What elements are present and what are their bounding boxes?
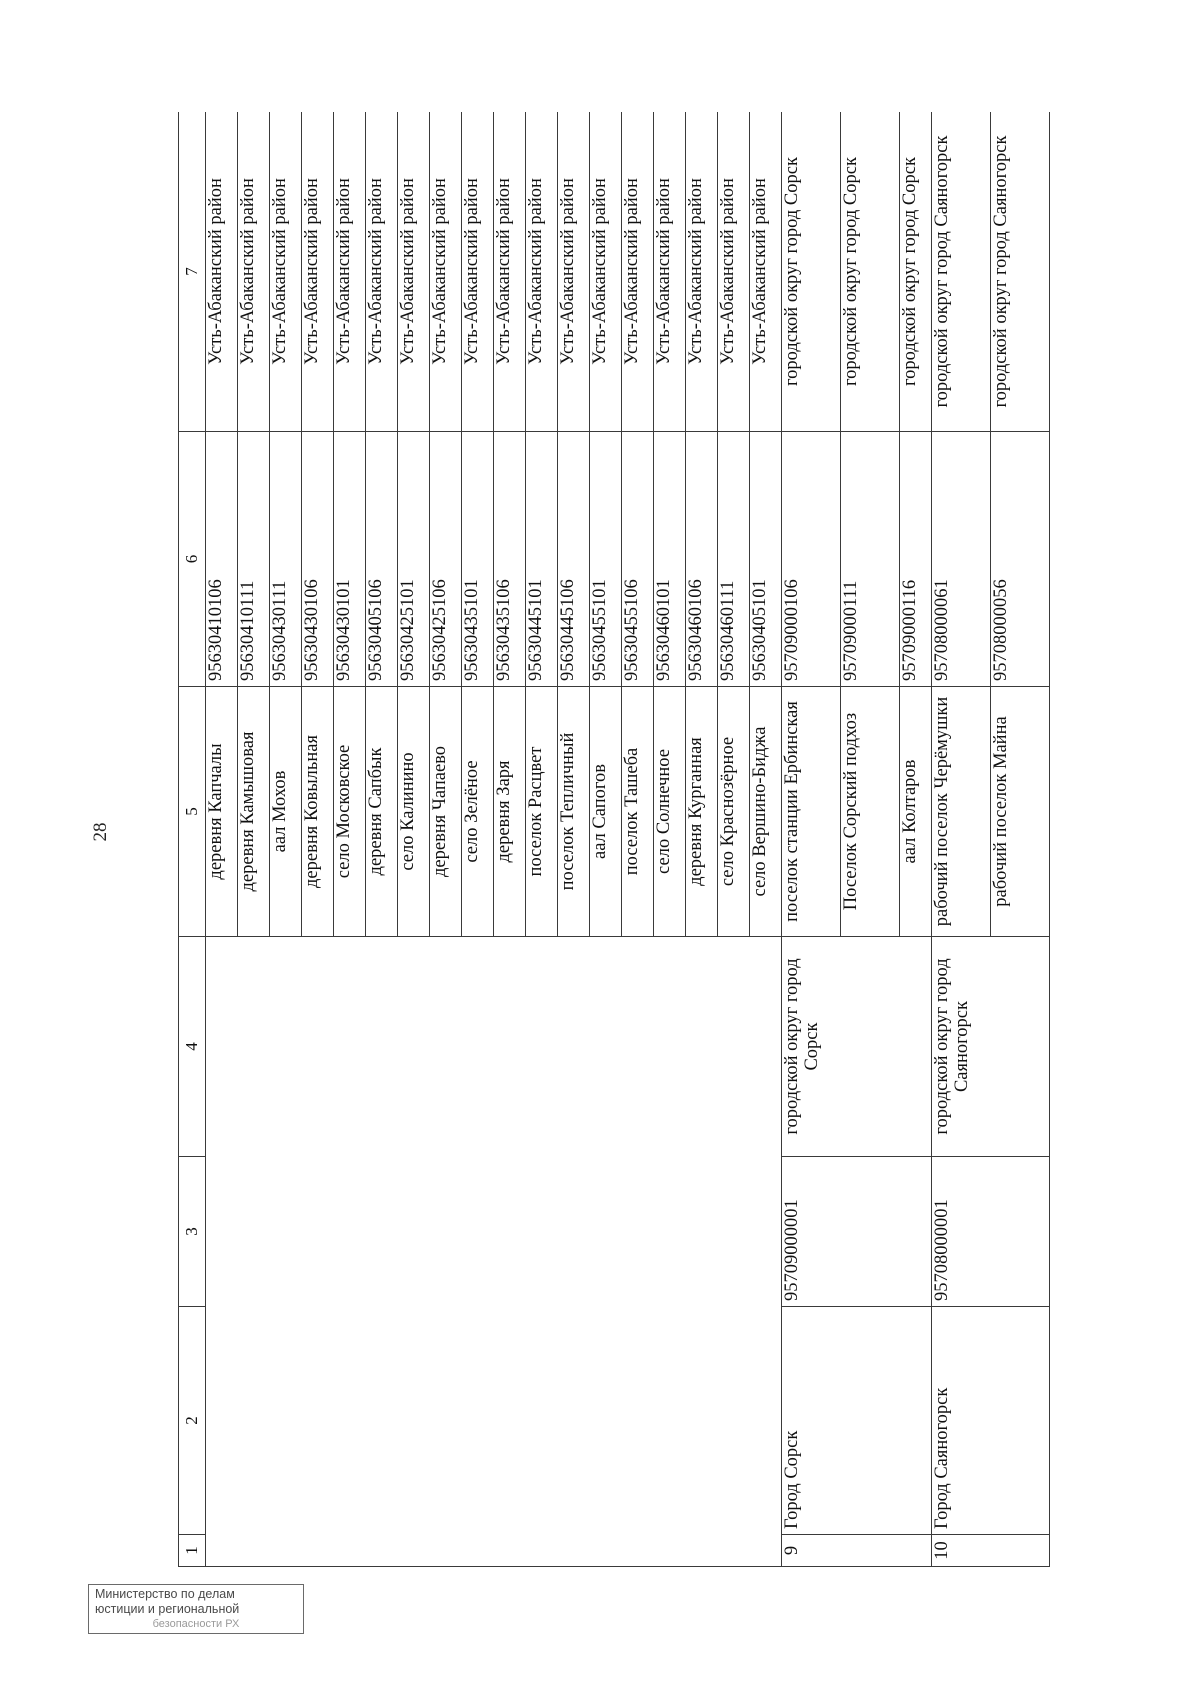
oktmo-code-cell: 95708000061 xyxy=(932,432,991,687)
municipality-code-cell: 95709000001 xyxy=(782,1157,932,1307)
oktmo-code-cell: 95709000111 xyxy=(841,432,900,687)
settlement-cell: Поселок Сорский подхоз xyxy=(841,687,900,937)
oktmo-code-cell: 95630430101 xyxy=(334,432,366,687)
page-number: 28 xyxy=(90,822,111,842)
column-number-row xyxy=(179,112,206,1567)
settlement-cell: деревня Заря xyxy=(494,687,526,937)
settlement-cell: поселок станции Ербинская xyxy=(782,687,841,937)
settlement-cell: село Московское xyxy=(334,687,366,937)
settlement-cell: рабочий поселок Черёмушки xyxy=(932,687,991,937)
district-cell: Усть-Абаканский район xyxy=(654,112,686,432)
settlement-cell: село Солнечное xyxy=(654,687,686,937)
settlement-cell: село Вершино-Биджа xyxy=(750,687,782,937)
municipality-code-cell: 95708000001 xyxy=(932,1157,1050,1307)
settlement-cell: поселок Ташеба xyxy=(622,687,654,937)
row-number-cell: 9 xyxy=(782,1535,932,1567)
settlement-cell: село Краснозёрное xyxy=(718,687,750,937)
settlement-cell: аал Сапогов xyxy=(590,687,622,937)
oktmo-code-cell: 95630435101 xyxy=(462,432,494,687)
district-cell: Усть-Абаканский район xyxy=(494,112,526,432)
settlements-table xyxy=(178,112,1050,1567)
oktmo-code-cell: 95630455101 xyxy=(590,432,622,687)
district-cell: Усть-Абаканский район xyxy=(718,112,750,432)
oktmo-code-cell: 95708000056 xyxy=(991,432,1050,687)
oktmo-code-cell: 95630405101 xyxy=(750,432,782,687)
okrug-cell: городской округ город Сорск xyxy=(782,937,932,1157)
table-frame xyxy=(178,112,1090,1567)
district-cell: Усть-Абаканский район xyxy=(750,112,782,432)
ministry-stamp xyxy=(88,1584,304,1634)
settlement-cell: рабочий поселок Майна xyxy=(991,687,1050,937)
district-cell: Усть-Абаканский район xyxy=(590,112,622,432)
settlement-cell: деревня Капчалы xyxy=(206,687,238,937)
oktmo-code-cell: 95630430111 xyxy=(270,432,302,687)
district-cell: Усть-Абаканский район xyxy=(558,112,590,432)
stamp-line: безопасности РХ xyxy=(152,1618,240,1630)
municipality-name-cell: Город Саяногорск xyxy=(932,1307,1050,1535)
district-cell: Усть-Абаканский район xyxy=(302,112,334,432)
district-cell: Усть-Абаканский район xyxy=(270,112,302,432)
district-cell: Усть-Абаканский район xyxy=(622,112,654,432)
district-cell: Усть-Абаканский район xyxy=(366,112,398,432)
oktmo-code-cell: 95630460101 xyxy=(654,432,686,687)
oktmo-code-cell: 95630460106 xyxy=(686,432,718,687)
district-cell: Усть-Абаканский район xyxy=(334,112,366,432)
oktmo-code-cell: 95630425106 xyxy=(430,432,462,687)
column-number: 1 xyxy=(179,1535,206,1567)
column-number: 4 xyxy=(179,937,206,1157)
stamp-line: юстиции и региональной xyxy=(95,1602,240,1616)
table-row xyxy=(782,112,841,1567)
district-cell: Усть-Абаканский район xyxy=(430,112,462,432)
settlement-cell: деревня Сапбык xyxy=(366,687,398,937)
oktmo-code-cell: 95630430106 xyxy=(302,432,334,687)
settlement-cell: поселок Тепличный xyxy=(558,687,590,937)
district-cell: городской округ город Саяногорск xyxy=(932,112,991,432)
stamp-line: Министерство по делам xyxy=(95,1587,235,1601)
district-cell: Усть-Абаканский район xyxy=(462,112,494,432)
settlement-cell: аал Колтаров xyxy=(900,687,932,937)
rotated-table-wrapper xyxy=(178,112,1090,1567)
row-number-cell: 10 xyxy=(932,1535,1050,1567)
okrug-cell: городской округ город Саяногорск xyxy=(932,937,1050,1157)
district-cell: Усть-Абаканский район xyxy=(398,112,430,432)
column-number: 5 xyxy=(179,687,206,937)
oktmo-code-cell: 95630445101 xyxy=(526,432,558,687)
settlement-cell: село Зелёное xyxy=(462,687,494,937)
oktmo-code-cell: 95709000116 xyxy=(900,432,932,687)
district-cell: городской округ город Сорск xyxy=(782,112,841,432)
municipality-name-cell: Город Сорск xyxy=(782,1307,932,1535)
settlement-cell: деревня Чапаево xyxy=(430,687,462,937)
settlement-cell: деревня Курганная xyxy=(686,687,718,937)
district-cell: городской округ город Саяногорск xyxy=(991,112,1050,432)
settlement-cell: аал Мохов xyxy=(270,687,302,937)
oktmo-code-cell: 95630410106 xyxy=(206,432,238,687)
oktmo-code-cell: 95630425101 xyxy=(398,432,430,687)
oktmo-code-cell: 95630410111 xyxy=(238,432,270,687)
district-cell: городской округ город Сорск xyxy=(841,112,900,432)
column-number: 6 xyxy=(179,432,206,687)
continued-group-cells xyxy=(206,937,782,1567)
district-cell: Усть-Абаканский район xyxy=(238,112,270,432)
settlement-cell: деревня Камышовая xyxy=(238,687,270,937)
district-cell: Усть-Абаканский район xyxy=(686,112,718,432)
table-row xyxy=(206,112,238,1567)
column-number: 7 xyxy=(179,112,206,432)
oktmo-code-cell: 95630460111 xyxy=(718,432,750,687)
settlement-cell: поселок Расцвет xyxy=(526,687,558,937)
district-cell: Усть-Абаканский район xyxy=(526,112,558,432)
settlement-cell: село Калинино xyxy=(398,687,430,937)
table-row xyxy=(932,112,991,1567)
oktmo-code-cell: 95630435106 xyxy=(494,432,526,687)
district-cell: Усть-Абаканский район xyxy=(206,112,238,432)
column-number: 3 xyxy=(179,1157,206,1307)
oktmo-code-cell: 95630445106 xyxy=(558,432,590,687)
oktmo-code-cell: 95630405106 xyxy=(366,432,398,687)
table-body xyxy=(179,112,1050,1567)
settlement-cell: деревня Ковыльная xyxy=(302,687,334,937)
oktmo-code-cell: 95630455106 xyxy=(622,432,654,687)
district-cell: городской округ город Сорск xyxy=(900,112,932,432)
column-number: 2 xyxy=(179,1307,206,1535)
oktmo-code-cell: 95709000106 xyxy=(782,432,841,687)
